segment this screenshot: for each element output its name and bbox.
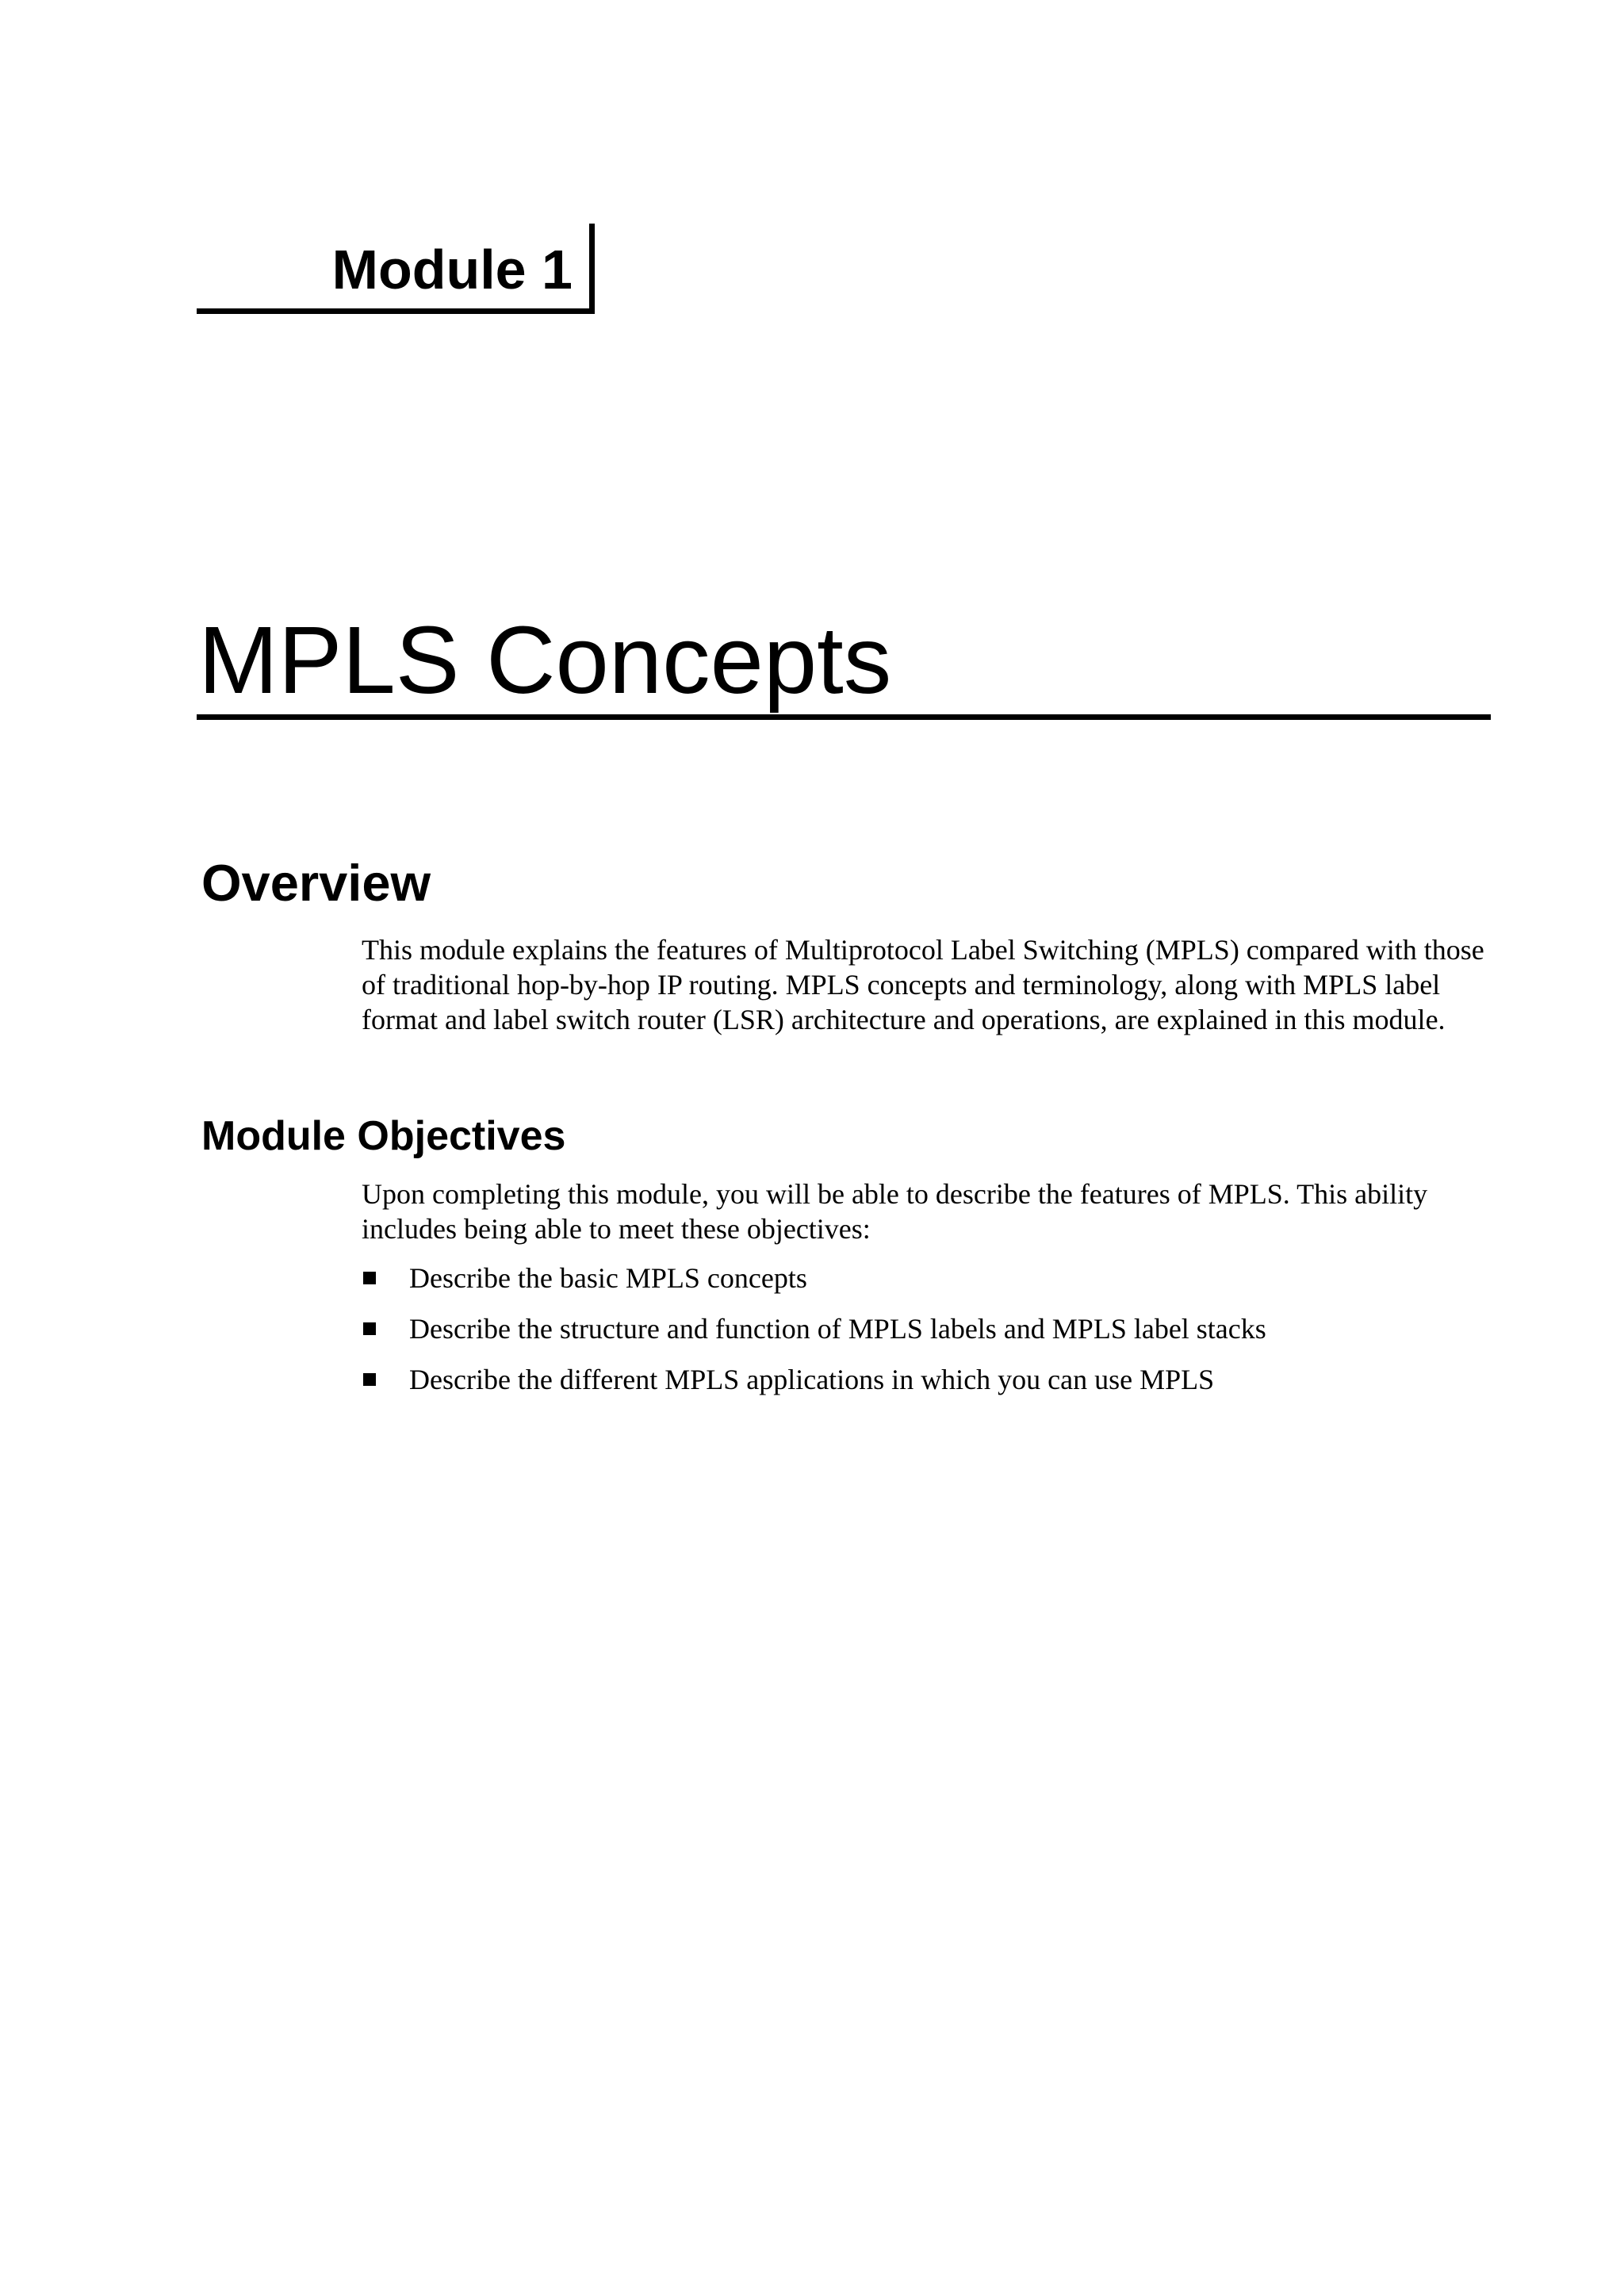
- overview-paragraph: This module explains the features of Multiprotocol Label Switching (MPLS) compared with those of traditional hop-by-hop IP routing. MPLS concepts and terminology, along with MPLS label format and label switch router (LSR) architecture and operations, are explained in this module.: [362, 934, 1484, 1035]
- overview-heading: Overview: [201, 854, 431, 912]
- objectives-list: [362, 1261, 1488, 1413]
- objective-text: Describe the different MPLS applications in which you can use MPLS: [409, 1364, 1215, 1395]
- list-item: [362, 1362, 1488, 1413]
- page-title: MPLS Concepts: [198, 606, 892, 714]
- list-item: [362, 1261, 1488, 1311]
- module-label-vertical-rule: [589, 224, 595, 314]
- square-bullet-icon: [363, 1373, 376, 1386]
- objectives-intro-paragraph: Upon completing this module, you will be able to describe the features of MPLS. This ability includes being able to meet these objectives:: [362, 1178, 1428, 1245]
- module-label: Module 1: [331, 239, 573, 300]
- list-item: [362, 1311, 1488, 1362]
- title-underline: [197, 714, 1491, 720]
- objective-text: Describe the basic MPLS concepts: [409, 1262, 807, 1294]
- square-bullet-icon: [363, 1322, 376, 1335]
- square-bullet-icon: [363, 1272, 376, 1284]
- objective-text: Describe the structure and function of MPLS labels and MPLS label stacks: [409, 1313, 1266, 1345]
- objectives-heading: Module Objectives: [201, 1113, 566, 1159]
- module-label-block: [197, 224, 595, 314]
- module-label-underline: [197, 308, 595, 314]
